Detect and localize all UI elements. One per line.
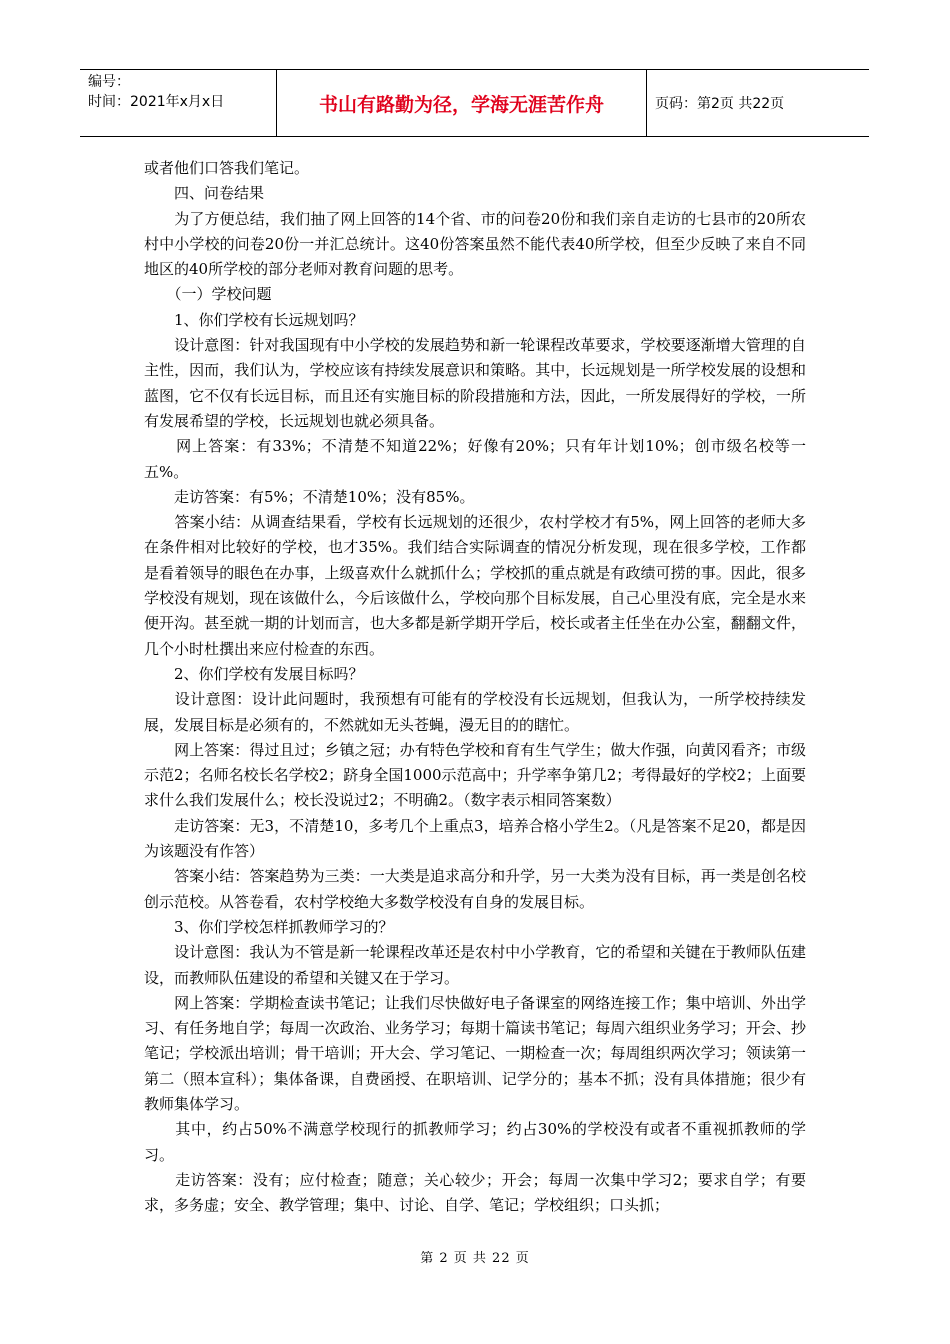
question-heading: 3、你们学校怎样抓教师学习的？: [144, 917, 394, 936]
paragraph: 走访答案：无3，不清楚10，多考几个上重点3，培养合格小学生2。（凡是答案不足20，都是因为该题没有作答）: [144, 816, 806, 861]
subsection-heading: （一）学校问题: [144, 285, 272, 304]
header-page-label: 页码：第2页 共22页: [655, 96, 785, 112]
question-heading: 1、你们学校有长远规划吗？: [144, 310, 364, 329]
section-heading: 四、问卷结果: [144, 184, 265, 203]
paragraph: 设计意图：我认为不管是新一轮课程改革还是农村中小学教育，它的希望和关键在于教师队伍建设，而教师队伍建设的希望和关键又在于学习。: [144, 943, 806, 987]
paragraph: 网上答案：有33%；不清楚不知道22%；好像有20%；只有年计划10%；创市级名校等一五%。: [144, 437, 806, 481]
paragraph: 或者他们口答我们笔记。: [144, 159, 310, 177]
document-date-label: 时间：2021年x月x日: [88, 94, 225, 110]
paragraph: 为了方便总结，我们抽了网上回答的14个省、市的问卷20份和我们亲自走访的七县市的20所农村中小学校的问卷20份一并汇总统计。这40份答案虽然不能代表40所学校，但至少反映了来自不同地区的40所学校的部分老师对教育问题的思考。: [144, 209, 806, 279]
paragraph: 其中，约占50%不满意学校现行的抓教师学习；约占30%的学校没有或者不重视抓教师的学习。: [144, 1120, 806, 1164]
paragraph: 答案小结：答案趋势为三类：一大类是追求高分和升学，另一大类为没有目标，再一类是创名校创示范校。从答卷看，农村学校绝大多数学校没有自身的发展目标。: [144, 867, 806, 911]
page-footer: 第 2 页 共 22 页: [420, 1251, 530, 1266]
document-body: [144, 156, 806, 1218]
document-number-label: 编号：: [88, 74, 130, 90]
paragraph: 走访答案：有5%；不清楚10%；没有85%。: [144, 487, 475, 506]
paragraph: 答案小结：从调查结果看，学校有长远规划的还很少，农村学校才有5%，网上回答的老师大多在条件相对比较好的学校，也才35%。我们结合实际调查的情况分析发现，现在很多学校，工作都是看着领导的眼色在办事，上级喜欢什么就抓什么；学校抓的重点就是有政绩可捞的事。因此，很多学校没有规划，现在该做什么，今后该做什么，学校向那个目标发展，自己心里没有底，完全是水来便开沟。甚至就一期的计划而言，也大多都是新学期开学后，校长或者主任坐在办公室，翻翻文件，几个小时杜撰出来应付检查的东西。: [144, 513, 806, 658]
paragraph: 设计意图：针对我国现有中小学校的发展趋势和新一轮课程改革要求，学校要逐渐增大管理的自主性，因而，我们认为，学校应该有持续发展意识和策略。其中，长远规划是一所学校发展的设想和蓝图，它不仅有长远目标，而且还有实施目标的阶段措施和方法，因此，一所发展得好的学校，一所有发展希望的学校，长远规划也就必须具备。: [144, 336, 806, 430]
page-header: [80, 69, 869, 137]
paragraph: 设计意图：设计此问题时，我预想有可能有的学校没有长远规划，但我认为，一所学校持续发展，发展目标是必须有的，不然就如无头苍蝇，漫无目的的瞎忙。: [144, 690, 806, 734]
header-meta: [80, 70, 277, 136]
paragraph: 走访答案：没有；应付检查；随意；关心较少；开会；每周一次集中学习2；要求自学；有要求，多务虚；安全、教学管理；集中、讨论、自学、笔记；学校组织；口头抓；: [144, 1170, 806, 1215]
paragraph: 网上答案：得过且过；乡镇之冠；办有特色学校和育有生气学生；做大作强，向黄冈看齐；市级示范2；名师名校长名学校2；跻身全国1000示范高中；升学率争第几2；考得最好的学校2；上面要求什么我们发展什么；校长没说过2；不明确2。（数字表示相同答案数）: [144, 740, 806, 810]
header-motto: 书山有路勤为径，学海无涯苦作舟: [277, 70, 647, 136]
question-heading: 2、你们学校有发展目标吗？: [144, 664, 364, 683]
paragraph: 网上答案：学期检查读书笔记；让我们尽快做好电子备课室的网络连接工作；集中培训、外出学习、有任务地自学；每周一次政治、业务学习；每期十篇读书笔记；每周六组织业务学习；开会、抄笔记；学校派出培训；骨干培训；开大会、学习笔记、一期检查一次；每周组织两次学习；领读第一第二（照本宣科）；集体备课，自费函授、在职培训、记学分的；基本不抓；没有具体措施；很少有教师集体学习。: [144, 993, 806, 1113]
